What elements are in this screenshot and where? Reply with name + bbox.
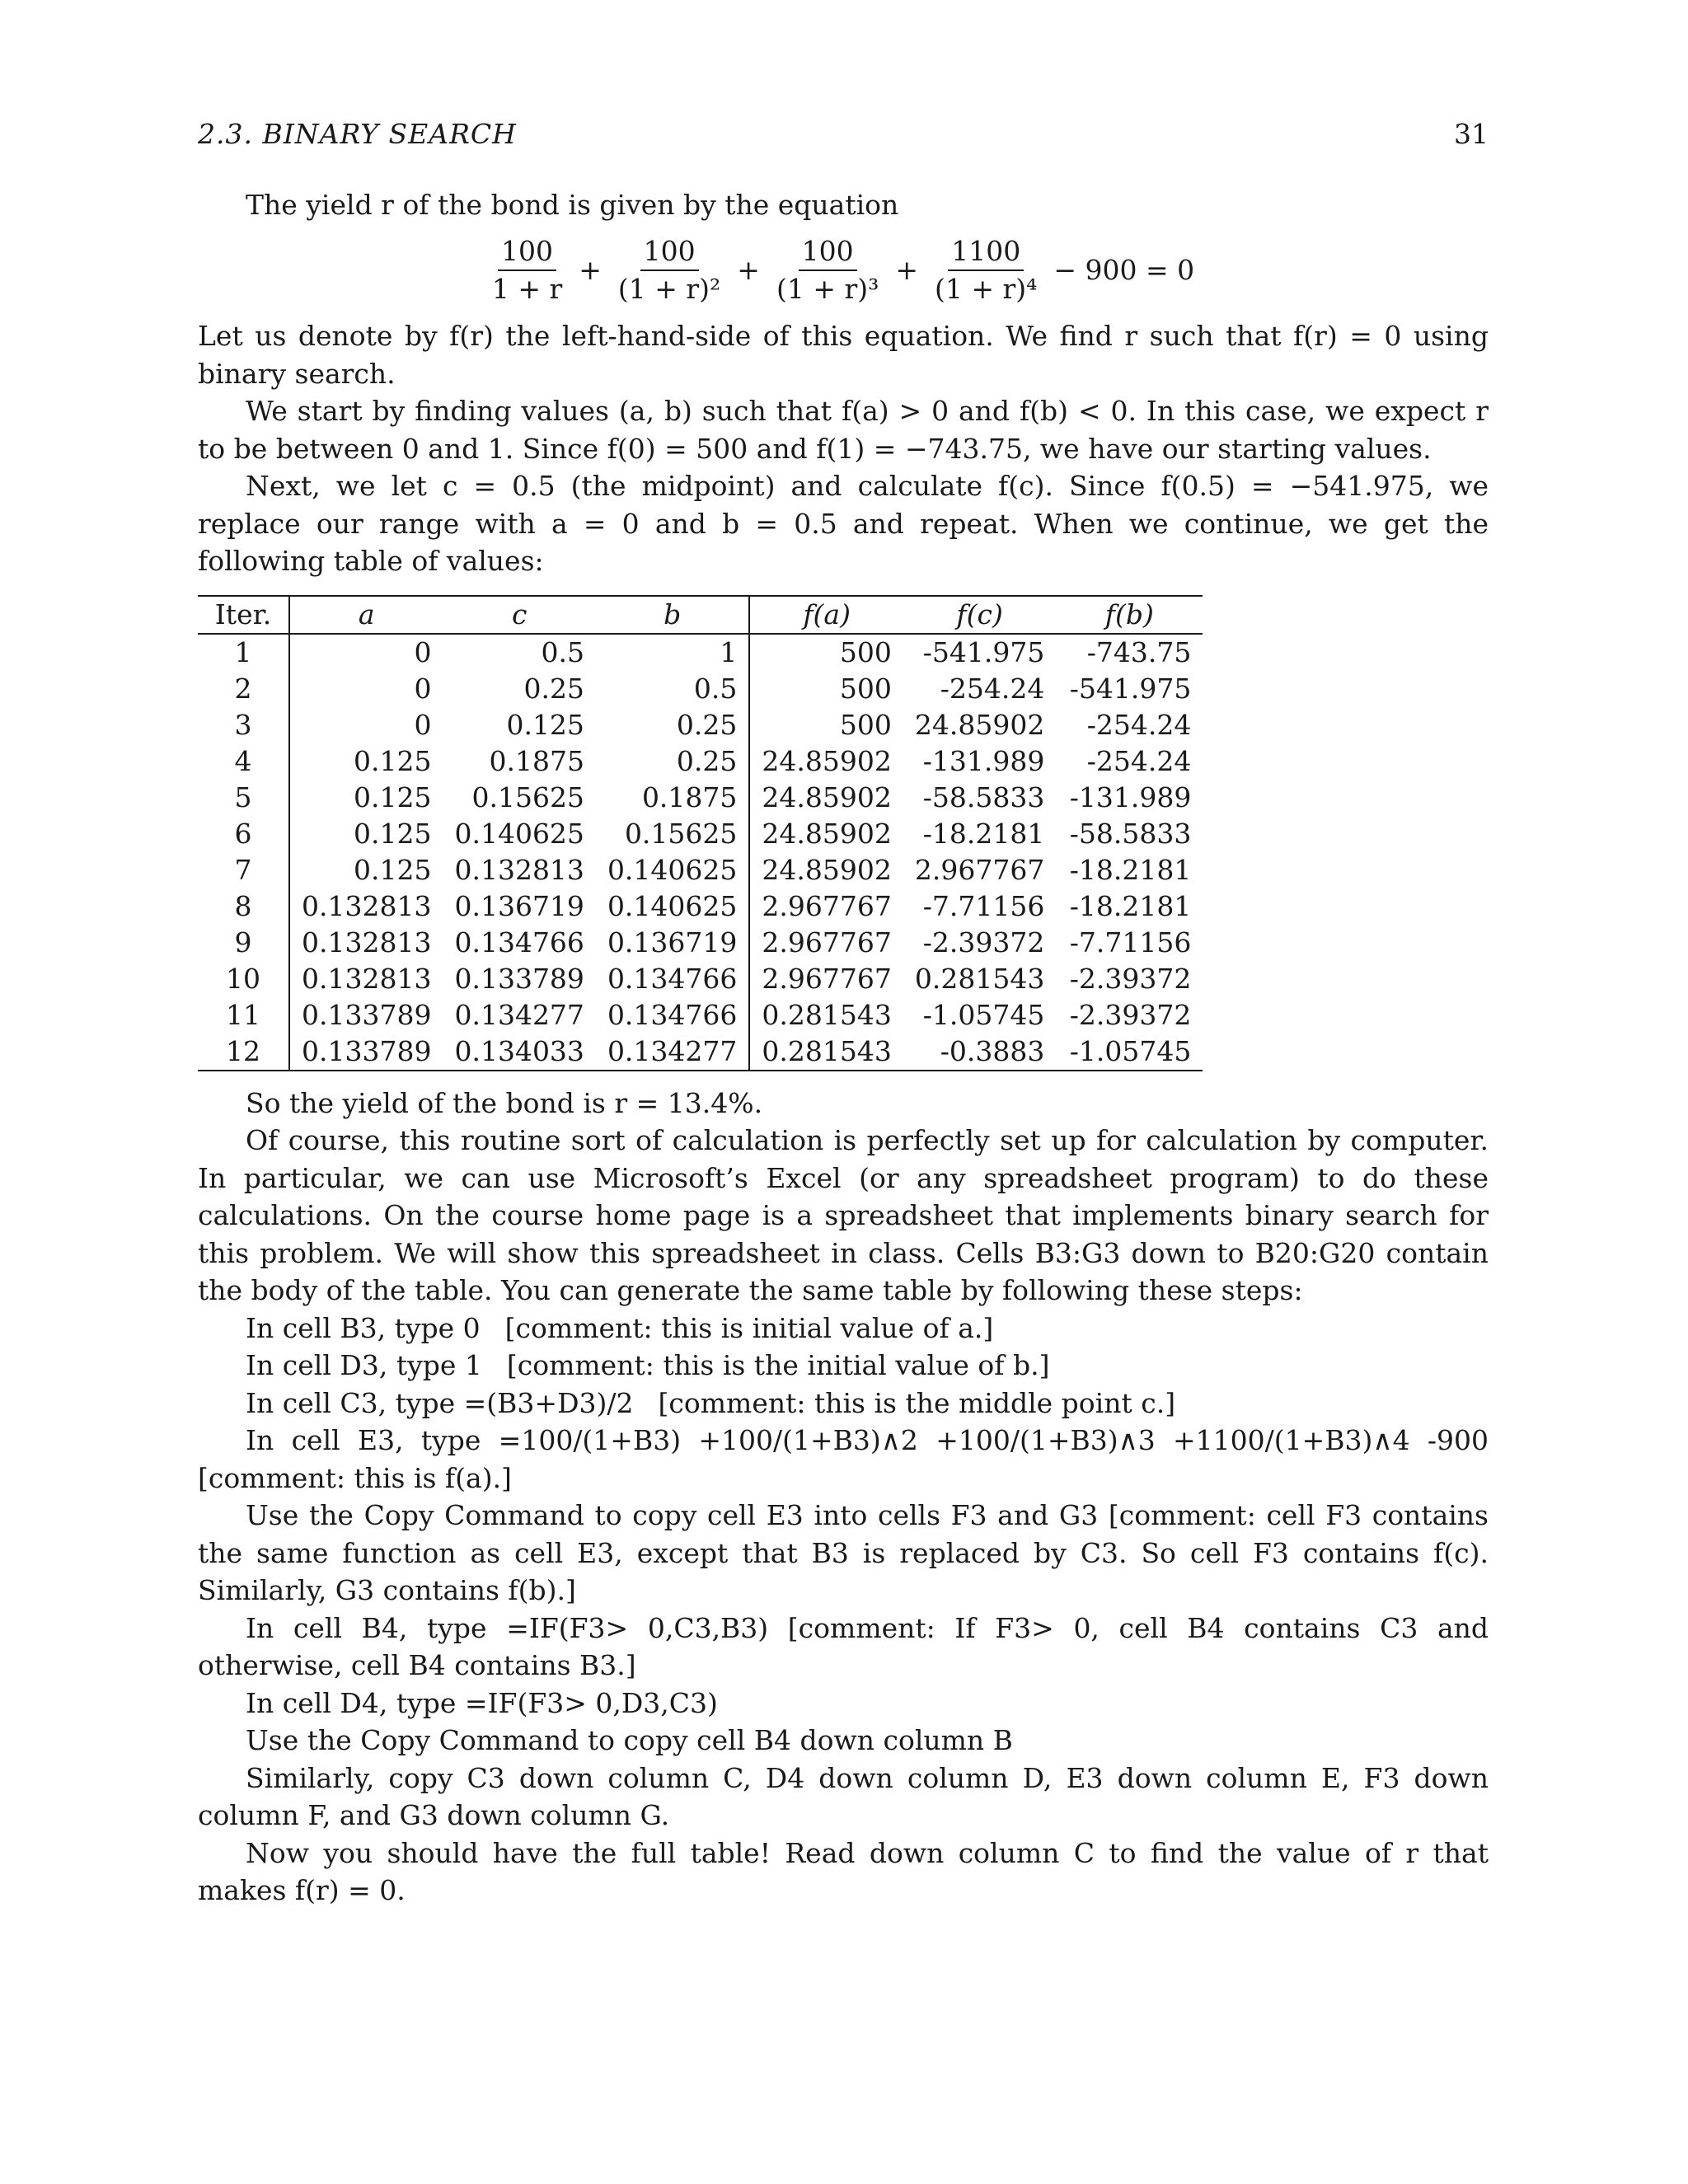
cell-iter: 5 [198, 780, 289, 816]
cell-c: 0.134766 [454, 926, 584, 958]
cell-fb: -18.2181 [1069, 853, 1192, 886]
cell-fc: -58.5833 [922, 780, 1045, 813]
cell-fb: -58.5833 [1069, 817, 1192, 850]
step-c3 [198, 1385, 1489, 1422]
cell-fb: -254.24 [1086, 708, 1192, 741]
cell-fa: 24.85902 [762, 744, 892, 777]
col-header-c: c [443, 596, 595, 634]
cell-fc: -254.24 [940, 672, 1045, 705]
cell-fa: 2.967767 [762, 926, 892, 958]
step-copy-b4: Use the Copy Command to copy cell B4 down column B [246, 1724, 1013, 1756]
term-denominator: (1 + r)³ [776, 273, 879, 305]
cell-a: 0.133789 [302, 998, 432, 1031]
table-header-row [198, 596, 1203, 634]
cell-fa: 2.967767 [762, 889, 892, 922]
equation-term [931, 235, 1040, 306]
page-number: 31 [1454, 118, 1489, 150]
cell-iter: 1 [198, 634, 289, 671]
table-row [198, 707, 1203, 743]
step-comment: [comment: this is the initial value of b.] [506, 1349, 1050, 1381]
step-command: In cell D3, type 1 [246, 1349, 482, 1381]
plus-sign: + [895, 254, 918, 287]
cell-b: 0.140625 [596, 888, 749, 925]
cell-b: 0.25 [596, 743, 749, 780]
cell-a: 0.132813 [302, 926, 432, 958]
step-comment: [comment: this is the middle point c.] [658, 1386, 1176, 1419]
step-copy-columns: Similarly, copy C3 down column C, D4 down column D, E3 down column E, F3 down column F, and G3 down column G. [198, 1761, 1489, 1831]
term-numerator: 1100 [948, 235, 1024, 271]
cell-b: 0.134766 [596, 997, 749, 1033]
term-denominator: 1 + r [491, 273, 563, 305]
cell-fa: 0.281543 [762, 998, 892, 1031]
paragraph-result: So the yield of the bond is r = 13.4%. [246, 1086, 763, 1119]
step-d4: In cell D4, type =IF(F3> 0,D3,C3) [246, 1686, 718, 1719]
cell-iter: 6 [198, 816, 289, 852]
equation-tail: − 900 = 0 [1053, 254, 1195, 287]
cell-fa: 24.85902 [762, 817, 892, 850]
cell-fb: -2.39372 [1069, 998, 1192, 1031]
term-denominator: (1 + r)² [617, 273, 721, 305]
cell-c: 0.133789 [454, 962, 584, 995]
table-row [198, 634, 1203, 671]
step-command: In cell B3, type 0 [246, 1311, 481, 1344]
cell-fc: -131.989 [922, 744, 1045, 777]
cell-a: 0 [414, 635, 432, 668]
cell-fc: 24.85902 [914, 708, 1045, 741]
step-final: Now you should have the full table! Read down column C to find the value of r that makes f(r) = 0. [198, 1836, 1489, 1906]
cell-fa: 2.967767 [762, 962, 892, 995]
page [198, 115, 1489, 1910]
cell-fa: 24.85902 [762, 780, 892, 813]
cell-c: 0.132813 [454, 853, 584, 886]
cell-fb: -18.2181 [1069, 889, 1192, 922]
col-header-fb: f(b) [1056, 596, 1203, 634]
cell-b: 0.5 [596, 671, 749, 707]
cell-fb: -1.05745 [1056, 1033, 1203, 1071]
step-d3 [198, 1347, 1489, 1385]
cell-fb: -2.39372 [1069, 962, 1192, 995]
cell-a: 0 [414, 708, 432, 741]
table-row [198, 780, 1203, 816]
step-comment: [comment: this is initial value of a.] [504, 1311, 994, 1344]
cell-iter: 3 [198, 707, 289, 743]
cell-c: 0.15625 [471, 780, 584, 813]
cell-fc: -541.975 [922, 635, 1045, 668]
cell-b: 0.136719 [596, 925, 749, 961]
cell-b: 0.15625 [596, 816, 749, 852]
cell-a: 0.133789 [289, 1033, 443, 1071]
cell-fb: -7.71156 [1069, 926, 1192, 958]
plus-sign: + [579, 254, 602, 287]
running-head [198, 115, 1489, 153]
cell-a: 0.132813 [302, 962, 432, 995]
cell-fc: 2.967767 [914, 853, 1045, 886]
cell-c: 0.134033 [443, 1033, 595, 1071]
paragraph-spreadsheet: Of course, this routine sort of calculation is perfectly set up for calculation by computer. In particular, we can use Microsoft’s Excel (or any spreadsheet program) to do these calculations. On the course home page is a spreadsheet that implements binary search for this problem. We will show this spreadsheet in class. Cells B3:G3 down to B20:G20 contain the body of the table. You can generate the same table by following these steps: [198, 1124, 1489, 1306]
step-command: In cell C3, type =(B3+D3)/2 [246, 1386, 634, 1419]
table-row [198, 1033, 1203, 1071]
iteration-table [198, 595, 1203, 1071]
term-numerator: 100 [498, 235, 556, 271]
cell-b: 0.25 [596, 707, 749, 743]
cell-a: 0.132813 [302, 889, 432, 922]
cell-iter: 10 [198, 961, 289, 997]
table-row [198, 961, 1203, 997]
table-row [198, 925, 1203, 961]
cell-a: 0.125 [353, 853, 432, 886]
section-title: 2.3. BINARY SEARCH [198, 118, 517, 150]
cell-fc: -18.2181 [922, 817, 1045, 850]
cell-c: 0.125 [506, 708, 584, 741]
cell-fa: 24.85902 [762, 853, 892, 886]
table-row [198, 816, 1203, 852]
col-header-b: b [596, 596, 749, 634]
cell-a: 0.125 [353, 780, 432, 813]
equation-term [773, 235, 882, 306]
cell-fc: -0.3883 [903, 1033, 1056, 1071]
cell-fc: -7.71156 [922, 889, 1045, 922]
col-header-fc: f(c) [903, 596, 1056, 634]
equation-term [489, 235, 565, 306]
paragraph-define-f: Let us denote by f(r) the left-hand-side of this equation. We find r such that f(r) = 0 using binary search. [198, 320, 1489, 390]
cell-iter: 2 [198, 671, 289, 707]
cell-b: 0.1875 [596, 780, 749, 816]
cell-fb: -743.75 [1086, 635, 1192, 668]
cell-fa: 500 [839, 708, 892, 741]
cell-fa: 500 [839, 672, 892, 705]
step-copy-e3: Use the Copy Command to copy cell E3 into cells F3 and G3 [comment: cell F3 contains the same function as cell E3, except that B3 is replaced by C3. So cell F3 contains f(c). Similarly, G3 contains f(b).] [198, 1499, 1489, 1606]
cell-a: 0 [414, 672, 432, 705]
equation-term [615, 235, 724, 306]
cell-b: 0.140625 [596, 852, 749, 888]
term-numerator: 100 [640, 235, 699, 271]
cell-a: 0.125 [353, 817, 432, 850]
yield-equation [198, 235, 1489, 306]
table-row [198, 743, 1203, 780]
paragraph-start: We start by finding values (a, b) such that f(a) > 0 and f(b) < 0. In this case, we expect r to be between 0 and 1. Since f(0) = 500 and f(1) = −743.75, we have our starting values. [198, 395, 1489, 465]
col-header-iter: Iter. [198, 596, 289, 634]
term-numerator: 100 [799, 235, 857, 271]
cell-iter: 7 [198, 852, 289, 888]
col-header-fa: f(a) [749, 596, 903, 634]
cell-iter: 11 [198, 997, 289, 1033]
table-row [198, 997, 1203, 1033]
table-row [198, 888, 1203, 925]
cell-a: 0.125 [353, 744, 432, 777]
cell-b: 0.134766 [596, 961, 749, 997]
step-b4: In cell B4, type =IF(F3> 0,C3,B3) [comment: If F3> 0, cell B4 contains C3 and otherwise, cell B4 contains B3.] [198, 1611, 1489, 1681]
step-b3 [198, 1310, 1489, 1347]
cell-fb: -254.24 [1086, 744, 1192, 777]
paragraph-next: Next, we let c = 0.5 (the midpoint) and calculate f(c). Since f(0.5) = −541.975, we replace our range with a = 0 and b = 0.5 and repeat. When we continue, we get the following table of values: [198, 470, 1489, 577]
cell-c: 0.140625 [454, 817, 584, 850]
cell-c: 0.136719 [454, 889, 584, 922]
table-row [198, 852, 1203, 888]
cell-c: 0.1875 [489, 744, 584, 777]
cell-fa: 0.281543 [749, 1033, 903, 1071]
cell-c: 0.134277 [454, 998, 584, 1031]
col-header-a: a [289, 596, 443, 634]
cell-b: 1 [596, 634, 749, 671]
cell-iter: 4 [198, 743, 289, 780]
cell-b: 0.134277 [596, 1033, 749, 1071]
term-denominator: (1 + r)⁴ [935, 273, 1038, 305]
cell-fc: -1.05745 [922, 998, 1045, 1031]
cell-iter: 9 [198, 925, 289, 961]
cell-c: 0.5 [541, 635, 584, 668]
cell-fc: -2.39372 [922, 926, 1045, 958]
table-body [198, 634, 1203, 1071]
cell-c: 0.25 [523, 672, 584, 705]
cell-fb: -541.975 [1069, 672, 1192, 705]
cell-iter: 8 [198, 888, 289, 925]
cell-fb: -131.989 [1069, 780, 1192, 813]
step-e3: In cell E3, type =100/(1+B3) +100/(1+B3)∧2 +100/(1+B3)∧3 +1100/(1+B3)∧4 -900 [comment: this is f(a).] [198, 1424, 1489, 1494]
cell-iter: 12 [198, 1033, 289, 1071]
table-row [198, 671, 1203, 707]
intro-text: The yield r of the bond is given by the equation [246, 188, 899, 221]
plus-sign: + [737, 254, 760, 287]
cell-fa: 500 [839, 635, 892, 668]
cell-fc: 0.281543 [914, 962, 1045, 995]
